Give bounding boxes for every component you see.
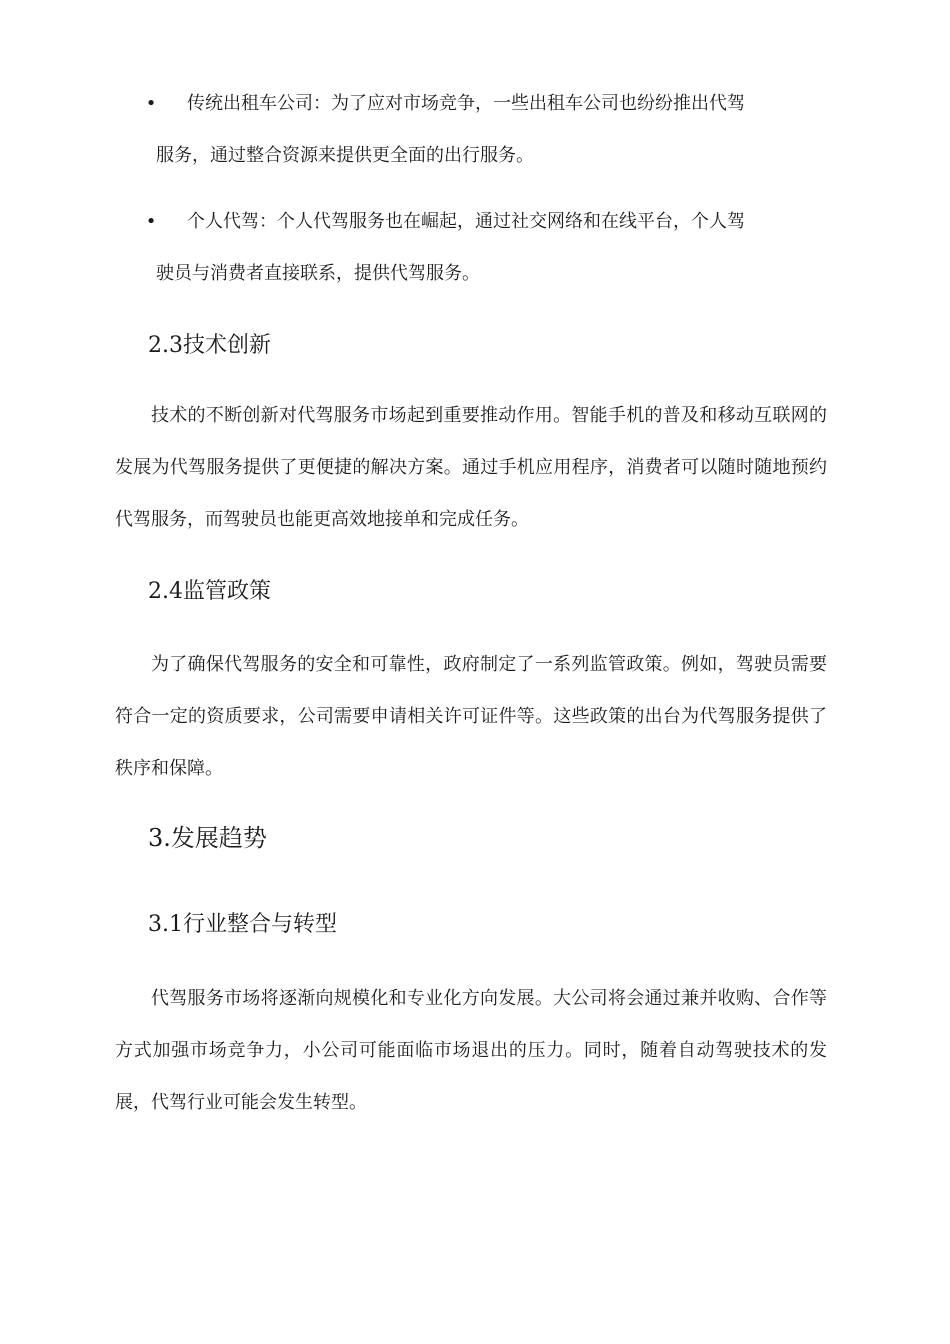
section-heading-2-4: 2.4监管政策	[148, 579, 271, 604]
section-body-2-4: 为了确保代驾服务的安全和可靠性，政府制定了一系列监管政策。例如，驾驶员需要符合一定的资质要求，公司需要申请相关许可证件等。这些政策的出台为代驾服务提供了秩序和保障。	[115, 654, 827, 779]
bullet-marker: •	[145, 211, 157, 232]
section-heading-3-1: 3.1行业整合与转型	[148, 912, 337, 937]
section-heading-2-3: 2.3技术创新	[148, 333, 271, 358]
bullet-text-line2: 驶员与消费者直接联系，提供代驾服务。	[156, 263, 480, 284]
section-body-3-1: 代驾服务市场将逐渐向规模化和专业化方向发展。大公司将会通过兼并收购、合作等方式加强市场竞争力，小公司可能面临市场退出的压力。同时，随着自动驾驶技术的发展，代驾行业可能会发生转型。	[115, 988, 827, 1113]
bullet-text-line1: 传统出租车公司：为了应对市场竞争，一些出租车公司也纷纷推出代驾	[187, 93, 745, 114]
bullet-text-line2: 服务，通过整合资源来提供更全面的出行服务。	[156, 145, 534, 166]
bullet-marker: •	[145, 93, 157, 114]
section-body-2-3: 技术的不断创新对代驾服务市场起到重要推动作用。智能手机的普及和移动互联网的发展为代驾服务提供了更便捷的解决方案。通过手机应用程序，消费者可以随时随地预约代驾服务，而驾驶员也能更高效地接单和完成任务。	[115, 405, 827, 530]
bullet-item-personal	[115, 196, 827, 300]
bullet-text-line1: 个人代驾：个人代驾服务也在崛起，通过社交网络和在线平台，个人驾	[187, 211, 745, 232]
chapter-heading-3: 3.发展趋势	[148, 824, 267, 852]
bullet-item-taxi	[115, 78, 827, 182]
